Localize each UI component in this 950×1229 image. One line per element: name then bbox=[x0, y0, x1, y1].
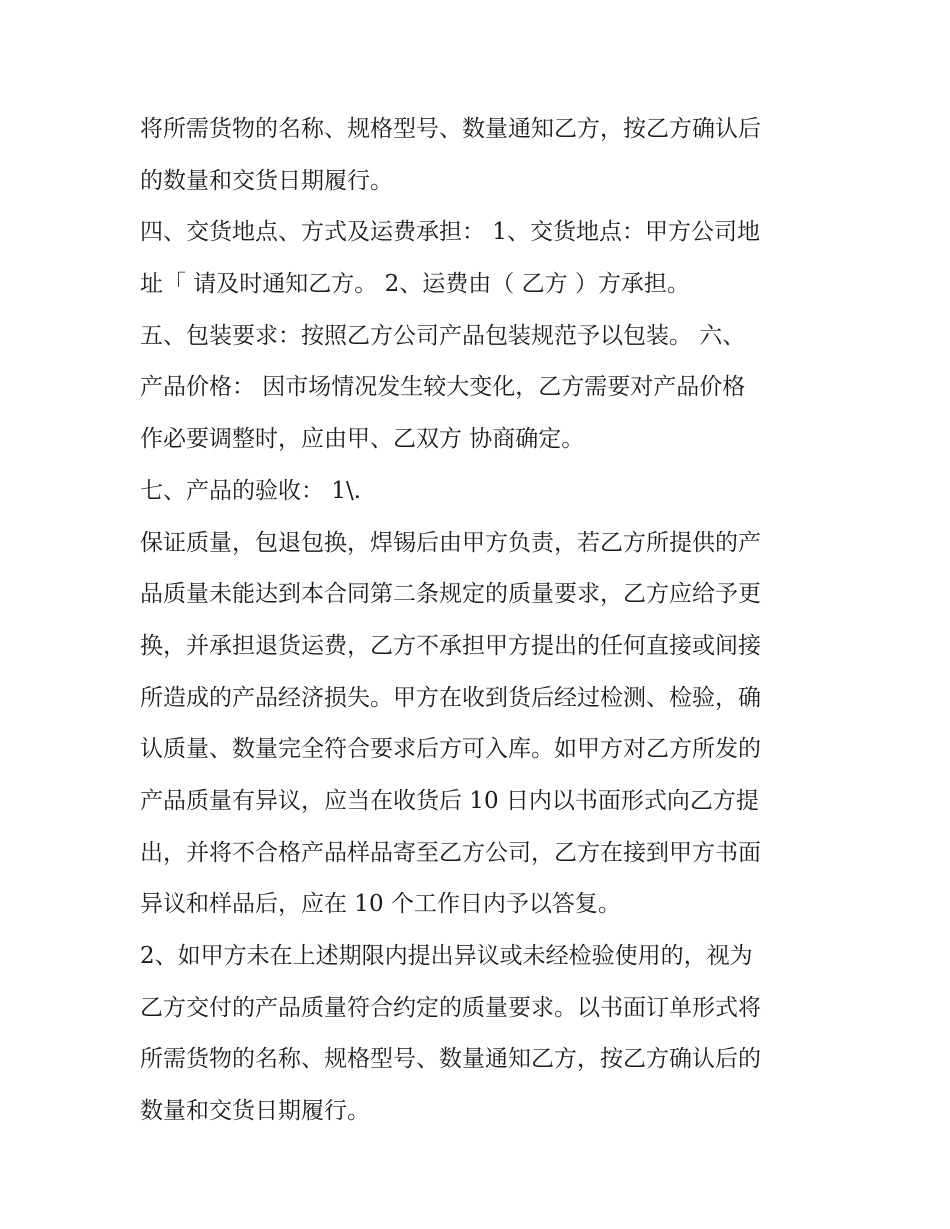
text-line: 品质量未能达到本合同第二条规定的质量要求，乙方应给予更 bbox=[140, 581, 761, 608]
text-line: 四、交货地点、方式及运费承担： 1、交货地点：甲方公司地 bbox=[140, 219, 760, 246]
text-line: 产品价格： 因市场情况发生较大变化，乙方需要对产品价格 bbox=[140, 374, 746, 401]
text-line: 址「 请及时通知乙方。 2、运费由（ 乙方 ）方承担。 bbox=[140, 271, 690, 298]
text-line: 将所需货物的名称、规格型号、数量通知乙方，按乙方确认后 bbox=[140, 116, 761, 142]
text-line: 异议和样品后，应在 10 个工作日内予以答复。 bbox=[140, 891, 621, 918]
text-line: 2、如甲方未在上述期限内提出异议或未经检验使用的，视为 bbox=[140, 943, 753, 969]
text-line: 五、包装要求：按照乙方公司产品包装规范予以包装。 六、 bbox=[140, 322, 746, 349]
text-line: 数量和交货日期履行。 bbox=[140, 1098, 370, 1125]
text-line: 作必要调整时，应由甲、乙双方 协商确定。 bbox=[140, 426, 585, 453]
text-line: 换，并承担退货运费，乙方不承担甲方提出的任何直接或间接 bbox=[140, 632, 761, 659]
text-line: 产品质量有异议，应当在收货后 10 日内以书面形式向乙方提 bbox=[140, 787, 759, 814]
text-line: 保证质量，包退包换，焊锡后由甲方负责，若乙方所提供的产 bbox=[140, 529, 761, 556]
text-line: 的数量和交货日期履行。 bbox=[140, 167, 393, 194]
text-line: 认质量、数量完全符合要求后方可入库。如甲方对乙方所发的 bbox=[140, 736, 761, 763]
contract-text bbox=[140, 104, 820, 1138]
text-line: 七、产品的验收： 1\. bbox=[140, 477, 362, 504]
text-line: 出，并将不合格产品样品寄至乙方公司，乙方在接到甲方书面 bbox=[140, 839, 761, 866]
text-line: 所造成的产品经济损失。甲方在收到货后经过检测、检验，确 bbox=[140, 684, 761, 711]
text-line: 所需货物的名称、规格型号、数量通知乙方，按乙方确认后的 bbox=[140, 1046, 761, 1073]
text-line: 乙方交付的产品质量符合约定的质量要求。以书面订单形式将 bbox=[140, 994, 761, 1021]
